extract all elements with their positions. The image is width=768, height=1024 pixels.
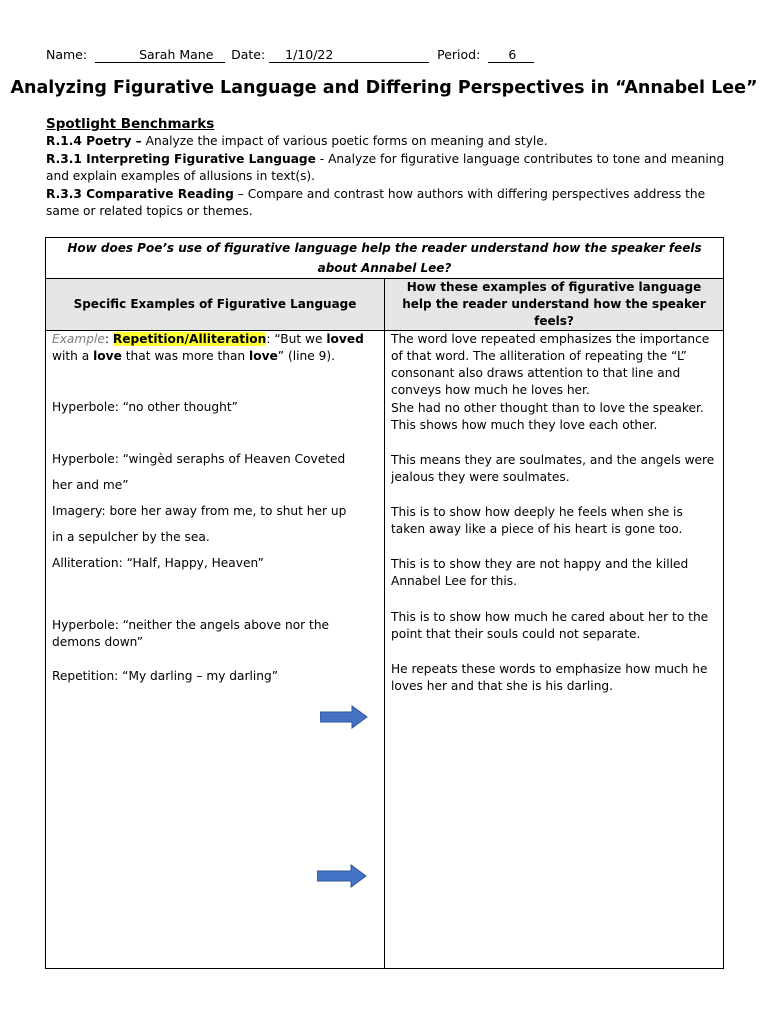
table-question: How does Poe’s use of figurative language help the reader understand how the speaker feels about Annabel Lee? <box>46 238 724 279</box>
benchmark-item: R.1.4 Poetry – Analyze the impact of various poetic forms on meaning and style. <box>46 134 548 148</box>
left-entry: Repetition: “My darling – my darling” <box>52 669 279 683</box>
examples-cell[interactable] <box>46 331 385 969</box>
name-field[interactable]: Sarah Mane <box>95 48 225 63</box>
left-entry: Alliteration: “Half, Happy, Heaven” <box>52 556 264 570</box>
benchmarks-section <box>46 116 726 221</box>
date-label: Date: <box>231 47 266 62</box>
left-entry: Hyperbole: “wingèd seraphs of Heaven Coveted <box>52 452 346 466</box>
right-entry: This is to show they are not happy and the killed Annabel Lee for this. <box>391 557 689 588</box>
benchmark-item: R.3.3 Comparative Reading – Compare and contrast how authors with differing perspectives address the same or related topics or themes. <box>46 186 706 218</box>
date-field[interactable]: 1/10/22 <box>269 48 429 63</box>
arrow-right-icon <box>317 864 367 888</box>
left-entry: in a sepulcher by the sea. <box>52 530 210 544</box>
right-entry: The word love repeated emphasizes the importance of that word. The alliteration of repeating the “L” consonant also draws attention to that line and conveys how much he loves her. <box>391 332 710 397</box>
right-entry: She had no other thought than to love the speaker. This shows how much they love each other. <box>391 401 704 432</box>
page-title: Analyzing Figurative Language and Differing Perspectives in “Annabel Lee” <box>10 78 758 98</box>
right-entry: This is to show how much he cared about her to the point that their souls could not separate. <box>391 610 709 641</box>
period-label: Period: <box>437 47 481 62</box>
column-header-explanations: How these examples of figurative language help the reader understand how the speaker feels? <box>385 279 724 331</box>
left-entry: Imagery: bore her away from me, to shut her up <box>52 504 347 518</box>
benchmarks-heading: Spotlight Benchmarks <box>46 116 215 132</box>
figurative-language-table <box>45 237 724 969</box>
left-entry: Hyperbole: “neither the angels above nor the demons down” <box>52 618 330 649</box>
right-entry: This means they are soulmates, and the angels were jealous they were soulmates. <box>391 453 715 484</box>
left-entry: Hyperbole: “no other thought” <box>52 400 238 414</box>
period-field[interactable]: 6 <box>488 48 534 63</box>
explanations-cell[interactable] <box>385 331 724 969</box>
name-label: Name: <box>46 47 88 62</box>
right-entry: He repeats these words to emphasize how much he loves her and that she is his darling. <box>391 662 708 693</box>
benchmark-item: R.3.1 Interpreting Figurative Language - Analyze for figurative language contributes to tone and meaning and explain examples of allusions in text(s). <box>46 151 725 183</box>
left-entry: her and me” <box>52 478 129 492</box>
arrow-right-icon <box>320 705 368 729</box>
example-entry: Example: Repetition/Alliteration: “But we loved with a love that was more than love” (line 9). <box>52 332 364 363</box>
student-info-line <box>46 47 534 63</box>
right-entry: This is to show how deeply he feels when she is taken away like a piece of his heart is gone too. <box>391 505 683 536</box>
column-header-examples: Specific Examples of Figurative Language <box>46 279 385 331</box>
